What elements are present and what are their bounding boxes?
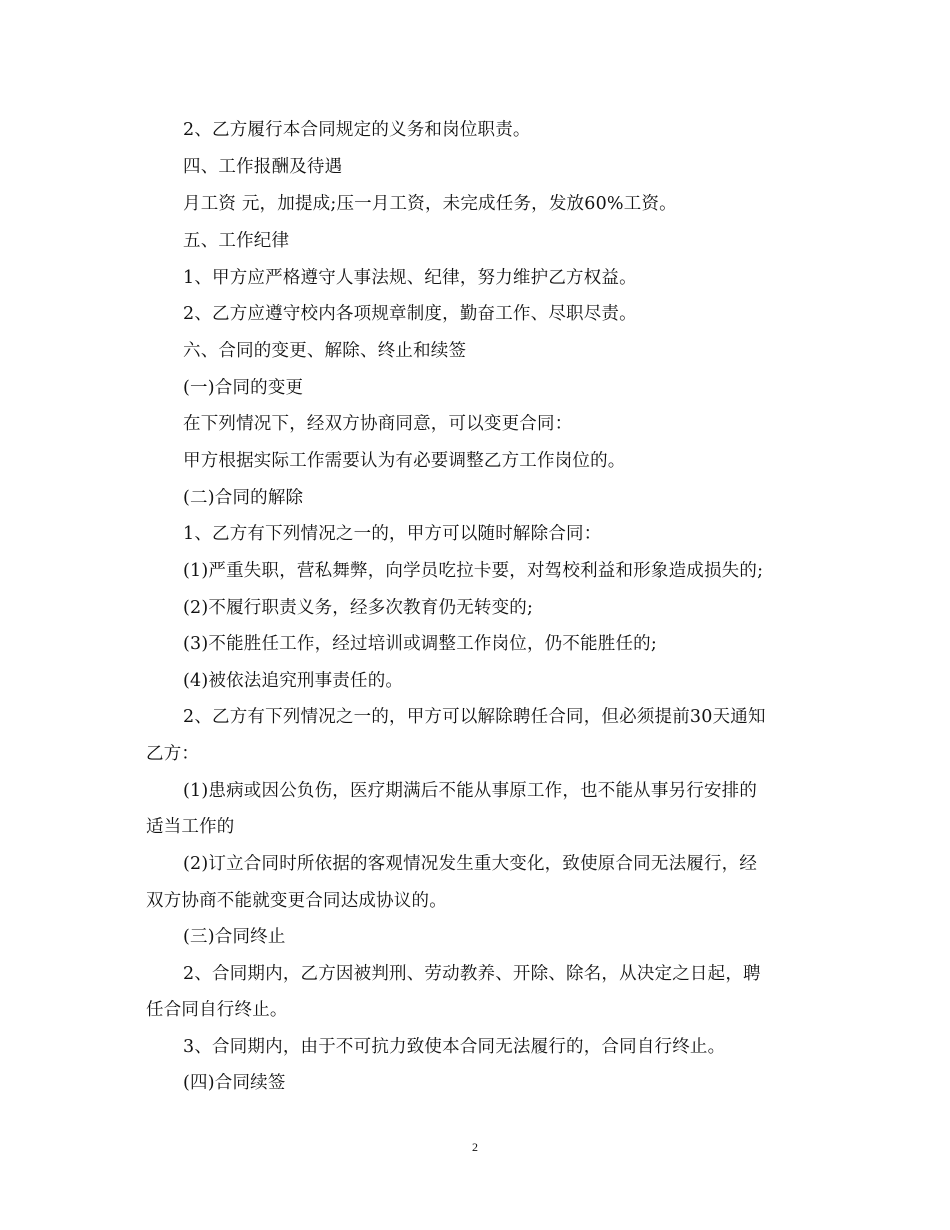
text-line: 3、合同期内，由于不可抗力致使本合同无法履行的，合同自行终止。 [183, 1037, 726, 1057]
text-line: 2、乙方应遵守校内各项规章制度，勤奋工作、尽职尽责。 [183, 304, 637, 324]
list-item: (1)患病或因公负伤，医疗期满后不能从事原工作，也不能从事另行安排的 [183, 781, 758, 801]
list-item: (1)严重失职，营私舞弊，向学员吃拉卡要，对驾校利益和形象造成损失的; [183, 561, 764, 581]
list-item: (2)订立合同时所依据的客观情况发生重大变化，致使原合同无法履行，经 [183, 854, 758, 874]
text-line: 1、甲方应严格遵守人事法规、纪律，努力维护乙方权益。 [183, 268, 637, 288]
list-item: (4)被依法追究刑事责任的。 [183, 671, 404, 691]
text-line: 2、合同期内，乙方因被判刑、劳动教养、开除、除名，从决定之日起，聘 [183, 964, 761, 984]
list-item: (3)不能胜任工作，经过培训或调整工作岗位，仍不能胜任的; [183, 634, 657, 654]
section-heading: 六、合同的变更、解除、终止和续签 [183, 341, 467, 361]
text-line: 在下列情况下，经双方协商同意，可以变更合同： [183, 414, 573, 434]
text-line: 月工资 元，加提成;压一月工资，未完成任务，发放60%工资。 [183, 194, 677, 214]
text-line: 1、乙方有下列情况之一的，甲方可以随时解除合同： [183, 524, 602, 544]
section-heading: 五、工作纪律 [183, 231, 290, 251]
subsection-heading: (三)合同终止 [183, 927, 286, 947]
section-heading: 四、工作报酬及待遇 [183, 157, 343, 177]
subsection-heading: (四)合同续签 [183, 1073, 286, 1093]
subsection-heading: (二)合同的解除 [183, 488, 304, 508]
text-line: 适当工作的 [146, 817, 235, 837]
text-line: 2、乙方履行本合同规定的义务和岗位职责。 [183, 120, 531, 140]
list-item: (2)不履行职责义务，经多次教育仍无转变的; [183, 598, 534, 618]
text-line: 任合同自行终止。 [146, 1000, 288, 1020]
subsection-heading: (一)合同的变更 [183, 378, 304, 398]
page-number: 2 [472, 1140, 478, 1154]
text-line: 甲方根据实际工作需要认为有必要调整乙方工作岗位的。 [183, 451, 626, 471]
text-line: 乙方： [146, 744, 200, 764]
text-line: 2、乙方有下列情况之一的，甲方可以解除聘任合同，但必须提前30天通知 [183, 707, 766, 727]
text-line: 双方协商不能就变更合同达成协议的。 [146, 891, 447, 911]
